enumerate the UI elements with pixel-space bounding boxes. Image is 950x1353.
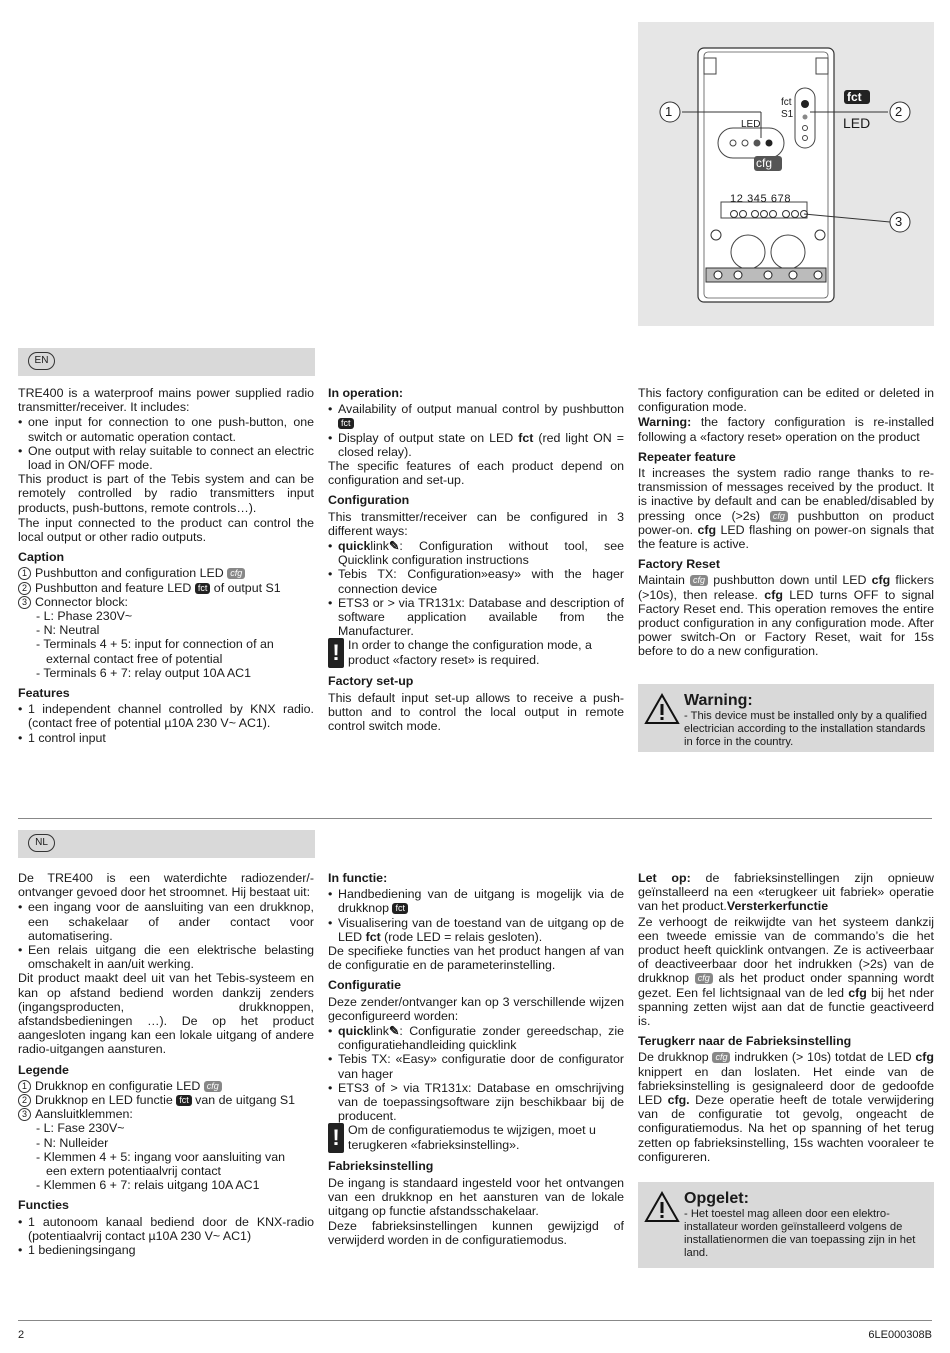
en-operation-2: • Display of output state on LED fct (red light ON = closed relay). (328, 431, 624, 459)
nl-feature-2: • 1 bedieningsingang (18, 1243, 314, 1257)
nl-column-3 (638, 871, 934, 1165)
diagram-callout-3: 3 (895, 214, 903, 229)
en-config-tebis: • Tebis TX: Configuration»easy» with the hager connection device (328, 567, 624, 595)
nl-warning-box (638, 1182, 934, 1268)
diagram-terminal-numbers: 12 345 678 (730, 193, 792, 205)
nl-factory-text: De ingang is standaard ingesteld voor het ontvangen van een drukknop en het aansturen van de lokale uitgang op functie afstandsschakelaar. (328, 1175, 624, 1219)
exclamation-icon: ! (328, 1123, 344, 1153)
nl-operation-heading: In functie: (328, 871, 388, 885)
en-features-heading: Features (18, 686, 70, 701)
en-operation-list (328, 402, 624, 459)
cfg-badge: cfg (204, 1081, 222, 1092)
warning-icon (644, 1190, 684, 1260)
nl-feature-1: • 1 autonoom kanaal bediend door de KNX-radio (potentiaalvrij contact µ10A 230 V~ AC1) (18, 1215, 314, 1243)
en-config-list (328, 539, 624, 638)
en-specific-features: The specific features of each product depend on configuration and set-up. (328, 459, 624, 488)
cfg-badge: cfg (770, 511, 788, 522)
cfg-badge: cfg (227, 568, 245, 579)
nl-connector-45: - Klemmen 4 + 5: ingang voor aansluiting van (36, 1149, 285, 1164)
footer-divider (18, 1320, 932, 1321)
en-reset-text: Maintain cfg pushbutton down until LED cfg flickers (>10s), then release. cfg LED turns OFF to signal Factory Reset end. This operation removes the entire product configuration in any configuration mode. After power switch-On or Factory Reset, wait for 15s before to do a new configuration. (638, 573, 934, 659)
en-reset-heading: Factory Reset (638, 557, 720, 572)
en-warning-box (638, 684, 934, 752)
exclamation-icon: ! (328, 638, 344, 668)
nl-warning-title: Opgelet: (684, 1190, 749, 1207)
nl-config-quicklink: • quicklink✎: Configuratie zonder gereedschap, zie configuratiehandleiding quicklink (328, 1024, 624, 1052)
en-connector-l: - L: Phase 230V~ (36, 609, 133, 624)
en-intro-bullet-2: • One output with relay suitable to connect an electric load in ON/OFF mode. (18, 444, 314, 472)
nl-connector-n: - N: Nulleider (36, 1135, 109, 1150)
nl-system-text: Dit product maakt deel uit van het Tebis-systeem en kan op afstand bediend worden dankzij zenders (ingangsproducten, drukknoppen, afstandsbedieningen …). De op het product aangesloten ingang kan een lokale uitgang of andere radio-uitgangen aansturen. (18, 971, 314, 1057)
fct-badge: fct (195, 583, 211, 594)
en-factory-warning: Warning: the factory configuration is re-installed following a «factory reset» operation on the product (638, 415, 934, 444)
nl-language-badge: NL (28, 834, 55, 852)
nl-factory-warning: Let op: de fabrieksinstellingen zijn opnieuw geïnstalleerd na een «terugkeer uit fabriek» operatie van het product.Versterkerfunctie (638, 871, 934, 914)
nl-connector-67: - Klemmen 6 + 7: relais uitgang 10A AC1 (36, 1178, 260, 1193)
diagram-cfg-label: cfg (756, 156, 773, 170)
en-connector-67: - Terminals 6 + 7: relay output 10A AC1 (36, 665, 252, 680)
en-feature-2: • 1 control input (18, 731, 314, 745)
nl-reset-heading: Terugkerr naar de Fabrieksinstelling (638, 1034, 852, 1049)
en-caption-heading: Caption (18, 550, 65, 565)
en-system-text: This product is part of the Tebis system and can be remotely controlled by radio transmitters input products, push-buttons, remote controls…). (18, 472, 314, 515)
en-warning-body: - This device must be installed only by a qualified electrician according to the installation standards in force in the country. (684, 710, 927, 748)
nl-factory-heading: Fabrieksinstelling (328, 1159, 434, 1174)
en-language-bar (18, 348, 315, 376)
nl-connector-45-cont: een extern potentiaalvrij contact (46, 1164, 221, 1179)
fct-badge: fct (338, 418, 354, 429)
fct-badge: fct (392, 903, 408, 914)
page-number: 2 (18, 1329, 25, 1341)
en-connector-45-cont: external contact free of potential (46, 651, 223, 666)
en-config-ets3: • ETS3 or > via TR131x: Database and description of software application available from the Manufacturer. (328, 596, 624, 639)
en-caption-item-2: 2 Pushbutton and feature LED fct of output S1 (18, 581, 314, 595)
nl-reset-text: De drukknop cfg indrukken (> 10s) totdat de LED cfg knippert en dan loslaten. Het einde van de fabrieksinstelling is gesignaleerd door de gedoofde LED cfg. Deze operatie heeft de totale verwijdering van de configuratie tot gevolg, ongeacht de configuratiemodus. Na het op spanning of het terug zetten op fabrieksinstelling, 15s wachten vooraleer te configureren. (638, 1050, 934, 1164)
en-intro-bullet-1: • one input for connection to one push-button, one switch or automatic operation contact. (18, 415, 314, 443)
en-caption-item-3: 3 Connector block: (18, 595, 314, 609)
nl-configuration-heading: Configuratie (328, 978, 401, 993)
nl-config-intro: Deze zender/ontvanger kan op 3 verschillende wijzen geconfigureerd worden: (328, 994, 624, 1023)
en-operation-heading: In operation: (328, 386, 404, 400)
nl-config-list (328, 1024, 624, 1123)
en-caption-item-1: 1 Pushbutton and configuration LED cfg (18, 566, 314, 580)
en-config-intro: This transmitter/receiver can be configured in 3 different ways: (328, 509, 624, 538)
cfg-badge: cfg (695, 973, 713, 984)
nl-operation-list (328, 887, 624, 944)
en-input-text: The input connected to the product can control the local output or other radio outputs. (18, 515, 314, 545)
nl-connector-l: - L: Fase 230V~ (36, 1121, 125, 1136)
en-feature-1: • 1 independent channel controlled by KNX radio. (contact free of potential µ10A 230 V~ AC1). (18, 702, 314, 730)
nl-caption-item-1: 1 Drukknop en configuratie LED cfg (18, 1079, 314, 1093)
diagram-callout-2: 2 (895, 104, 903, 119)
nl-factory-edit: Deze fabrieksinstellingen kunnen gewijzigd of verwijderd worden in de configuratiemodus. (328, 1219, 624, 1248)
nl-reset-notice: ! Om de configuratiemodus te wijzigen, moet u terugkeren «fabrieksinstelling». (328, 1123, 624, 1153)
nl-intro: De TRE400 is een waterdichte radiozender/-ontvanger gevoed door het stroomnet. Hij bestaat uit: (18, 871, 314, 900)
en-configuration-heading: Configuration (328, 493, 410, 508)
quicklink-logo: quicklink✎ (338, 539, 400, 554)
warning-icon (644, 692, 684, 744)
en-language-badge: EN (28, 352, 55, 370)
en-reset-notice: ! In order to change the configuration mode, a product «factory reset» is required. (328, 638, 624, 668)
diagram-s1-label: S1 (781, 109, 794, 120)
nl-config-tebis: • Tebis TX: «Easy» configuratie door de configurator van hager (328, 1052, 624, 1080)
diagram-led-small-label: LED (741, 119, 761, 130)
nl-features-heading: Functies (18, 1198, 69, 1213)
document-reference: 6LE000308B (868, 1329, 932, 1341)
en-repeater-text: It increases the system radio range thanks to re-transmission of messages received by the product. It is inactive by default and can be enabled/disabled by pressing once (>2s) cfg pushbutton on product power-on. cfg LED flashing on power-on signals that the feature is active. (638, 466, 934, 552)
section-divider (18, 818, 932, 819)
nl-operation-1: • Handbediening van de uitgang is mogelijk via de drukknop fct (328, 887, 624, 915)
en-intro-list (18, 415, 314, 472)
device-drawing (638, 22, 934, 326)
nl-column-2 (328, 871, 624, 1249)
diagram-callout-1: 1 (665, 104, 673, 119)
nl-intro-list (18, 900, 314, 971)
quicklink-logo: quicklink✎ (338, 1024, 400, 1039)
nl-caption-item-3: 3 Aansluitklemmen: (18, 1107, 314, 1121)
nl-intro-bullet-2: • Een relais uitgang die een elektrische belasting omschakelt in aan/uit werking. (18, 943, 314, 971)
en-connector-45: - Terminals 4 + 5: input for connection of an (36, 637, 274, 652)
nl-intro-bullet-1: • een ingang voor de aansluiting van een drukknop, een schakelaar of ander contact voor automatisering. (18, 900, 314, 943)
en-connector-n: - N: Neutral (36, 623, 100, 638)
diagram-led-right-label: LED (843, 115, 871, 131)
fct-badge: fct (176, 1095, 192, 1106)
en-operation-1: • Availability of output manual control by pushbutton fct (328, 402, 624, 430)
nl-warning-body: - Het toestel mag alleen door een elektro-installateur worden geïnstalleerd volgens de installatienormen die van toepassing zijn in het land. (684, 1208, 916, 1259)
en-warning-title: Warning: (684, 692, 753, 709)
en-column-2 (328, 386, 624, 734)
nl-language-bar (18, 830, 315, 858)
en-repeater-heading: Repeater feature (638, 449, 736, 464)
nl-config-ets3: • ETS3 of > via TR131x: Database en omschrijving van de toepassingsoftware zijn beschikbaar bij de producent. (328, 1081, 624, 1124)
en-intro: TRE400 is a waterproof mains power supplied radio transmitter/receiver. It includes: (18, 386, 314, 415)
cfg-badge: cfg (690, 575, 708, 586)
nl-caption-heading: Legende (18, 1062, 69, 1077)
device-diagram (638, 22, 934, 326)
cfg-badge: cfg (712, 1052, 730, 1063)
nl-features-list (18, 1215, 314, 1258)
en-factory-heading: Factory set-up (328, 674, 414, 689)
en-features-list (18, 702, 314, 745)
en-column-3 (638, 386, 934, 660)
en-config-quicklink: • quicklink✎: Configuration without tool, see Quicklink configuration instructions (328, 539, 624, 567)
nl-repeater-text: Ze verhoogt de reikwijdte van het systeem dankzij een tweede emissie van de commando’s die het product heeft quicklink ontvangen. Ze is activeerbaar of deactiveerbaar door het indrukken (>2s) van de drukknop cfg als het product onder spanning wordt gezet. Een fel lichtsignaal van de led cfg bij het nder spanning zetten wijst aan dat de functie geactiveerd is. (638, 914, 934, 1029)
nl-specific-features: De specifieke functies van het product hangen af van de configuratie en de parameterinstelling. (328, 944, 624, 973)
nl-repeater-heading: Versterkerfunctie (726, 899, 829, 914)
en-factory-text: This default input set-up allows to receive a push-button and to control the local output in remote control switch mode. (328, 690, 624, 734)
nl-caption-item-2: 2 Drukknop en LED functie fct van de uitgang S1 (18, 1093, 314, 1107)
diagram-fct-badge: fct (847, 90, 862, 104)
en-column-1 (18, 386, 314, 745)
diagram-fct-label: fct (781, 97, 792, 108)
en-factory-edit: This factory configuration can be edited or deleted in configuration mode. (638, 386, 934, 415)
nl-operation-2: • Visualisering van de toestand van de uitgang op de LED fct (rode LED = relais gesloten). (328, 916, 624, 944)
nl-column-1 (18, 871, 314, 1257)
